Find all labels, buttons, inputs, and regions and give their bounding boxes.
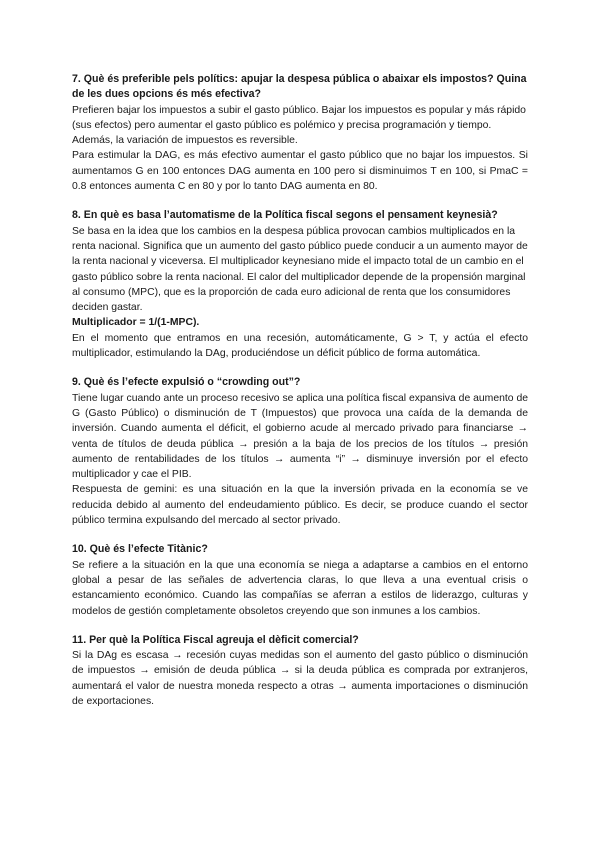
document-page xyxy=(72,72,528,723)
answer-paragraph: Prefieren bajar los impuestos a subir el gasto público. Bajar los impuestos es popular y más rápido (sus efectos) pero aumentar el gasto público es polémico y precisa programación y tiempo. Además, la variación de impuestos es reversible. xyxy=(72,104,526,147)
answer-paragraph: Si la DAg es escasa → recesión cuyas medidas son el aumento del gasto público o disminución de impuestos → emisión de deuda pública → si la deuda pública es comprada por extranjeros, aumentará el valor de nuestra moneda respecto a otras → aumenta importaciones o disminución de exportaciones. xyxy=(72,650,528,707)
question-9 xyxy=(72,375,528,528)
question-11 xyxy=(72,633,528,709)
answer-paragraph: En el momento que entramos en una recesión, automáticamente, G > T, y actúa el efecto multiplicador, estimulando la DAg, produciéndose un déficit público de forma automática. xyxy=(72,332,528,360)
answer-paragraph: Se refiere a la situación en la que una economía se niega a adaptarse a cambios en el entorno global a pesar de las señales de advertencia claras, lo que lleva a una eventual crisis o estancamiento económico. Cuando las compañías se aferran a estilos de liderazgo, culturas y modelos de gestión completamente obsoletos creyendo que son inmunes a los cambios. xyxy=(72,559,528,617)
question-title: 8. En què es basa l’automatisme de la Política fiscal segons el pensament keynesià? xyxy=(72,209,498,222)
question-title: 10. Què és l’efecte Titànic? xyxy=(72,543,208,556)
question-10 xyxy=(72,542,528,618)
multiplier-formula: Multiplicador = 1/(1-MPC). xyxy=(72,317,200,329)
answer-paragraph: Tiene lugar cuando ante un proceso recesivo se aplica una política fiscal expansiva de aumento de G (Gasto Público) o disminución de T (Impuestos) que provoca una caída de la demanda de inversión. Cuando aumenta el déficit, el gobierno acude al mercado privado para financiarse → venta de títulos de deuda pública → presión a la baja de los precios de los títulos → presión aumento de rentabilidades de los títulos → aumenta “i” → disminuye inversión por el efecto multiplicador y cae el PIB. xyxy=(72,392,528,481)
answer-paragraph: Para estimular la DAG, es más efectivo aumentar el gasto público que no bajar los impuestos. Si aumentamos G en 100 entonces DAG aumenta en 100 pero si disminuimos T en 100, si PmaC = 0.8 entonces aumenta C en 80 y por lo tanto DAG aumenta en 80. xyxy=(72,150,528,193)
answer-paragraph: Respuesta de gemini: es una situación en la que la inversión privada en la economía se ve reducida debido al aumento del endeudamiento público. Es decir, se produce cuando el sector público termina expulsando del mercado al sector privado. xyxy=(72,484,528,527)
question-7 xyxy=(72,72,528,194)
answer-paragraph: Se basa en la idea que los cambios en la despesa pública provocan cambios multiplicados en la renta nacional. Significa que un aumento del gasto público puede conducir a un aumento mayor de la renta nacional y viceversa. El multiplicador keynesiano mide el impacto total de un cambio en el gasto público sobre la renta nacional. El calor del multiplicador depende de la propensión marginal al consumo (MPC), que es la proporción de cada euro adicional de renta que los consumidores deciden gastar. xyxy=(72,225,528,314)
question-title: 11. Per què la Política Fiscal agreuja el dèficit comercial? xyxy=(72,633,359,646)
question-title: 9. Què és l’efecte expulsió o “crowding out”? xyxy=(72,376,301,389)
question-title: 7. Què és preferible pels polítics: apujar la despesa pública o abaixar els impostos? Quina de les dues opcions és més efectiva? xyxy=(72,73,527,101)
question-8 xyxy=(72,208,528,361)
